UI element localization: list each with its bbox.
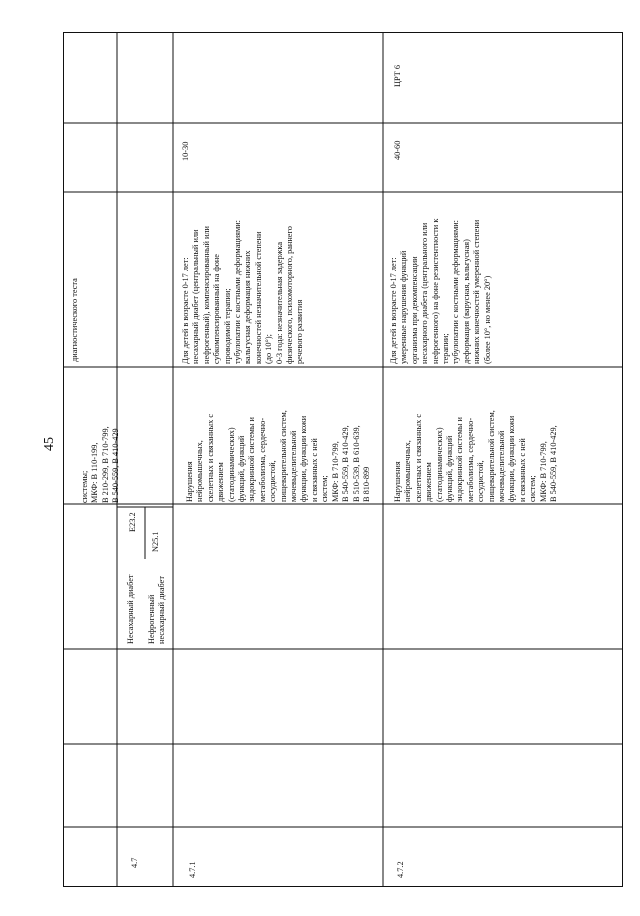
disability-criteria-table: [63, 32, 623, 887]
diagnosis-name: Нефрогенный несахарный диабет: [147, 576, 167, 644]
impairment-description: Нарушения нейромышечных, скелетных и связанных с движением (статодинамических) функций, функций эндокринной системы и метаболизма, сердечно- сосудистой, пищеварительной систем, мочевыделительной функции, функции кожи и связанных с ней систем; МКФ: В 710-799, В 540-559, В 410-429, В 510-539, В 610-639, В 810-899: [185, 410, 371, 502]
page-number: 45: [42, 437, 57, 451]
diagnosis-name: Несахарный диабет: [126, 574, 135, 644]
criteria-description: Для детей в возрасте 0-17 лет: несахарный диабет (центральный или нефрогенный), компенсированный или субкомпенсированный на фоне проводимой терапии; тубулопатии с костными деформациями: вальгусная деформация нижних конечностей незначительной степени (до 10°); 0-3 года: незначительная задержка физического, психомоторного, раннего речевого развития: [181, 220, 305, 364]
recommendation: ЦРТ 6: [393, 65, 402, 87]
row-number: 4.7.1: [188, 861, 197, 878]
impairment-description: Нарушения нейромышечных, скелетных и связанных с движением (статодинамических) функций, функций эндокринной системы и метаболизма, сердечно- сосудистой, пищеварительной систем, мочевыделительной функции, функции кожи и связанных с ней систем; МКФ: В 710-799, В 540-559, В 410-429,: [393, 410, 559, 502]
section-number-4-7: 4.7: [130, 857, 139, 868]
row-number: 4.7.2: [396, 861, 405, 878]
diagnosis-code: E23.2: [128, 512, 137, 532]
percent-range: 10-30: [181, 141, 190, 161]
diagnosis-code: N25.1: [151, 531, 160, 552]
criteria-description: Для детей в возрасте 0-17 лет: умеренные нарушения функций организма при декомпенсации несахарного диабета (центрального или нефрогенного) на фоне резистентности к терапии; тубулопатии с костными деформациями: деформация (варусная, вальгусная) нижних конечностей умеренной степени (более 10°, но менее 20°): [389, 218, 492, 364]
mkf-codes-continued: системы; МКФ: В 110-199, В 210-299, В 710-799, В 540-559, В 410-429: [80, 426, 121, 503]
percent-range: 40-60: [393, 140, 402, 160]
diagnostic-test-text: диагностического теста: [70, 278, 79, 362]
